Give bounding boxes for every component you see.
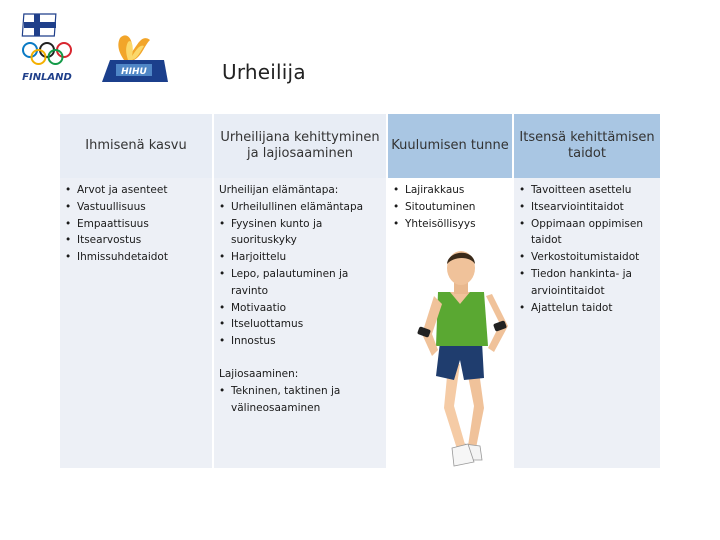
list-item: • Lepo, palautuminen ja ravinto [219,266,382,300]
list-item: • Ihmissuhdetaidot [65,249,208,266]
list-item: • Tiedon hankinta- ja arviointitaidot [519,266,656,300]
item-list [219,199,382,350]
list-item: • Urheilullinen elämäntapa [219,199,382,216]
column-heading: Itsensä kehittämisen taidot [514,114,660,178]
list-item: • Motivaatio [219,300,382,317]
runner-illustration [404,238,514,470]
item-list [65,182,208,266]
list-item: • Lajirakkaus [393,182,508,199]
list-item: • Itseluottamus [219,316,382,333]
item-list [393,182,508,232]
item-list [519,182,656,316]
column-ihmisena-kasvu [60,114,212,468]
list-item: • Itsearvostus [65,232,208,249]
list-item: • Tavoitteen asettelu [519,182,656,199]
section-title: Urheilijan elämäntapa: [219,184,339,196]
list-item: • Innostus [219,333,382,350]
item-list [219,383,382,417]
column-itsensa-kehittaminen [514,114,660,468]
list-item: • Harjoittelu [219,249,382,266]
list-item: • Sitoutuminen [393,199,508,216]
list-item: • Tekninen, taktinen ja välineosaaminen [219,383,382,417]
list-item: • Yhteisöllisyys [393,216,508,233]
list-item: • Arvot ja asenteet [65,182,208,199]
slide-title: Urheilija [222,60,306,84]
column-heading: Urheilijana kehittyminen ja lajiosaaminen [214,114,386,178]
list-item: • Fyysinen kunto ja suorituskyky [219,216,382,250]
finland-logo-text: FINLAND [22,72,72,83]
hihu-logo-text: HIHU [121,67,147,77]
hihu-logo [98,30,170,86]
column-heading: Ihmisenä kasvu [60,114,212,178]
column-urheilijana-kehittyminen [214,114,386,468]
section-title: Lajiosaaminen: [219,367,299,380]
column-body [214,178,386,468]
list-item: • Verkostoitumistaidot [519,249,656,266]
column-heading: Kuulumisen tunne [388,114,512,178]
list-item: • Itsearviointitaidot [519,199,656,216]
column-body [514,178,660,468]
finland-olympic-logo [14,12,80,84]
list-item: • Vastuullisuus [65,199,208,216]
list-item: • Empaattisuus [65,216,208,233]
list-item: • Ajattelun taidot [519,300,656,317]
list-item: • Oppimaan oppimisen taidot [519,216,656,250]
column-body [60,178,212,468]
